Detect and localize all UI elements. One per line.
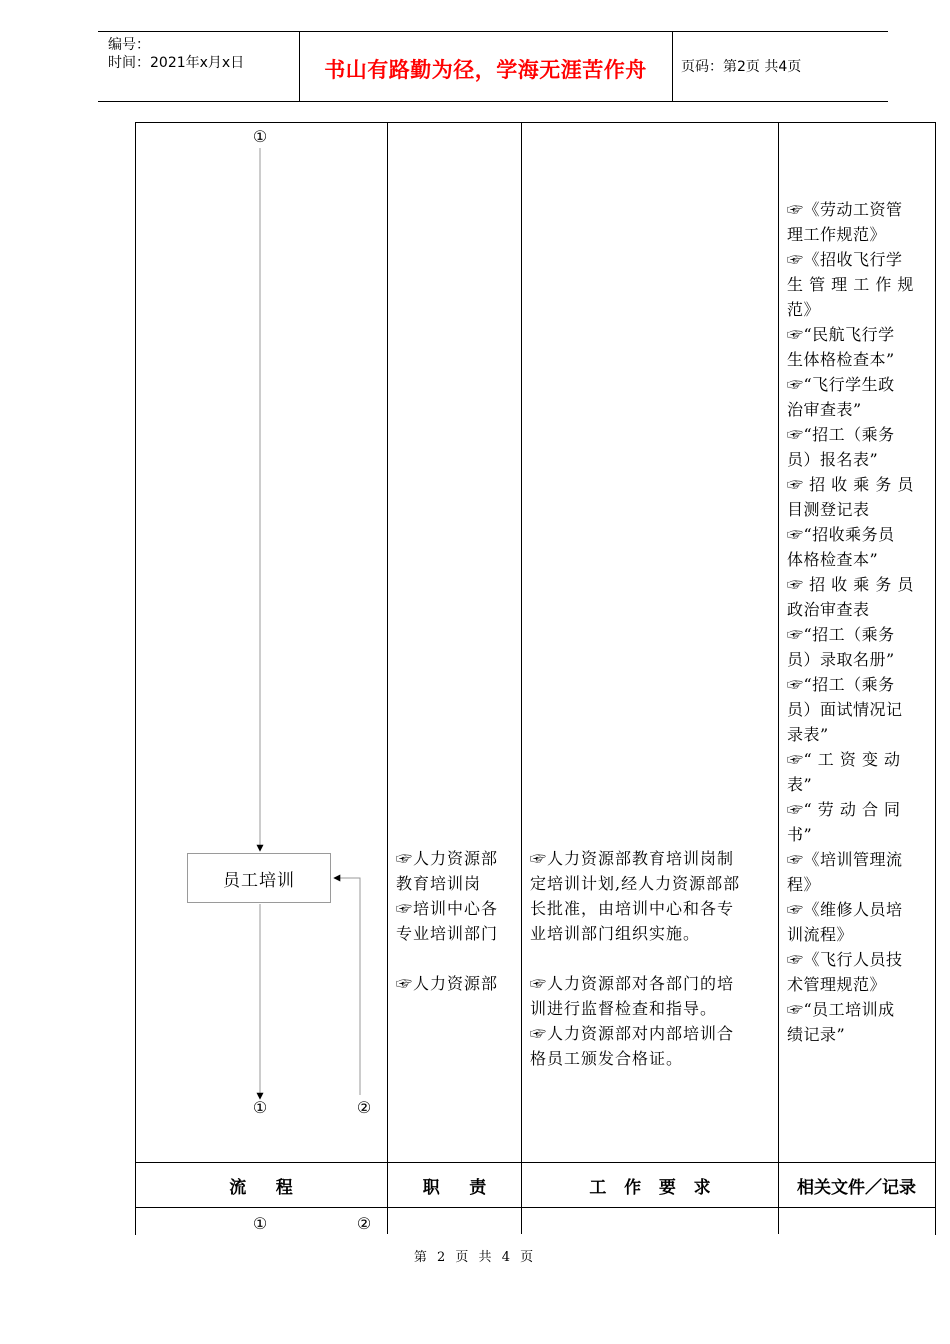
requirement-line: 长批准，由培训中心和各专 xyxy=(530,899,735,918)
document-line: 目测登记表 xyxy=(787,500,870,519)
document-line: ☞《培训管理流 xyxy=(787,850,903,869)
document-line: ☞ 招 收 乘 务 员 xyxy=(787,475,914,494)
connector-2-next: ② xyxy=(356,1214,372,1233)
document-line: 治审查表” xyxy=(787,400,862,419)
document-line: 政治审查表 xyxy=(787,600,870,619)
document-line: 训流程》 xyxy=(787,925,854,944)
document-line: 生体格检查本” xyxy=(787,350,895,369)
document-line: 理工作规范》 xyxy=(787,225,887,244)
page-number-label: 页码：第2页 共4页 xyxy=(681,59,802,75)
document-line: ☞“招收乘务员 xyxy=(787,525,895,544)
document-line: 员）面试情况记 xyxy=(787,700,903,719)
document-line: ☞ 招 收 乘 务 员 xyxy=(787,575,914,594)
document-line: 程》 xyxy=(787,875,821,894)
connector-2-bottom: ② xyxy=(356,1098,372,1117)
requirement-line: ☞人力资源部对内部培训合 xyxy=(530,1024,735,1043)
requirement-line: 业培训部门组织实施。 xyxy=(530,924,701,943)
responsibility-line: ☞人力资源部 xyxy=(396,849,499,868)
column-header-process: 流 程 xyxy=(229,1178,293,1198)
document-line: 录表” xyxy=(787,725,829,744)
document-line: ☞“ 工 资 变 动 xyxy=(787,750,901,769)
page-footer: 第 2 页 共 4 页 xyxy=(413,1250,537,1265)
responsibility-line: ☞培训中心各 xyxy=(396,899,499,918)
document-time-label: 时间：2021年x月x日 xyxy=(108,55,245,71)
requirement-line: 格员工颁发合格证。 xyxy=(530,1049,684,1068)
requirement-line: 训进行监督检查和指导。 xyxy=(530,999,718,1018)
document-line: ☞《招收飞行学 xyxy=(787,250,903,269)
connector-1-next: ① xyxy=(252,1214,268,1233)
requirements-cell xyxy=(530,846,775,1071)
responsibility-line: 专业培训部门 xyxy=(396,924,499,943)
document-line: 员）录取名册” xyxy=(787,650,895,669)
motto-text: 书山有路勤为径，学海无涯苦作舟 xyxy=(324,58,647,82)
responsibility-line: 教育培训岗 xyxy=(396,874,482,893)
document-line: ☞《劳动工资管 xyxy=(787,200,903,219)
documents-cell xyxy=(787,197,927,1047)
document-number-label: 编号： xyxy=(108,37,150,53)
document-line: 范》 xyxy=(787,300,821,319)
document-line: ☞《维修人员培 xyxy=(787,900,903,919)
document-line: ☞“招工（乘务 xyxy=(787,425,895,444)
document-line: ☞《飞行人员技 xyxy=(787,950,903,969)
responsibility-spacer xyxy=(396,946,518,971)
document-line: 体格检查本” xyxy=(787,550,879,569)
document-line: 术管理规范》 xyxy=(787,975,887,994)
requirement-spacer xyxy=(530,946,775,971)
document-line: ☞“员工培训成 xyxy=(787,1000,895,1019)
column-header-requirements: 工 作 要 求 xyxy=(589,1178,711,1198)
requirement-line: 定培训计划,经人力资源部部 xyxy=(530,874,741,893)
document-line: 生 管 理 工 作 规 xyxy=(787,275,914,294)
document-line: 员）报名表” xyxy=(787,450,879,469)
process-box-staff-training: 员工培训 xyxy=(187,853,331,903)
requirement-line: ☞人力资源部教育培训岗制 xyxy=(530,849,735,868)
document-line: ☞“民航飞行学 xyxy=(787,325,895,344)
document-line: ☞“ 劳 动 合 同 xyxy=(787,800,901,819)
column-header-responsibility: 职 责 xyxy=(422,1178,487,1198)
connector-1-top: ① xyxy=(252,127,268,146)
document-line: ☞“招工（乘务 xyxy=(787,625,895,644)
connector-1-bottom: ① xyxy=(252,1098,268,1117)
requirement-line: ☞人力资源部对各部门的培 xyxy=(530,974,735,993)
responsibility-cell xyxy=(396,846,518,996)
responsibility-line: ☞人力资源部 xyxy=(396,974,499,993)
document-line: 表” xyxy=(787,775,813,794)
document-line: ☞“招工（乘务 xyxy=(787,675,895,694)
document-line: ☞“飞行学生政 xyxy=(787,375,895,394)
document-line: 书” xyxy=(787,825,813,844)
document-line: 绩记录” xyxy=(787,1025,846,1044)
column-header-documents: 相关文件／记录 xyxy=(797,1178,916,1198)
flow-arrow-feedback xyxy=(334,878,360,1095)
